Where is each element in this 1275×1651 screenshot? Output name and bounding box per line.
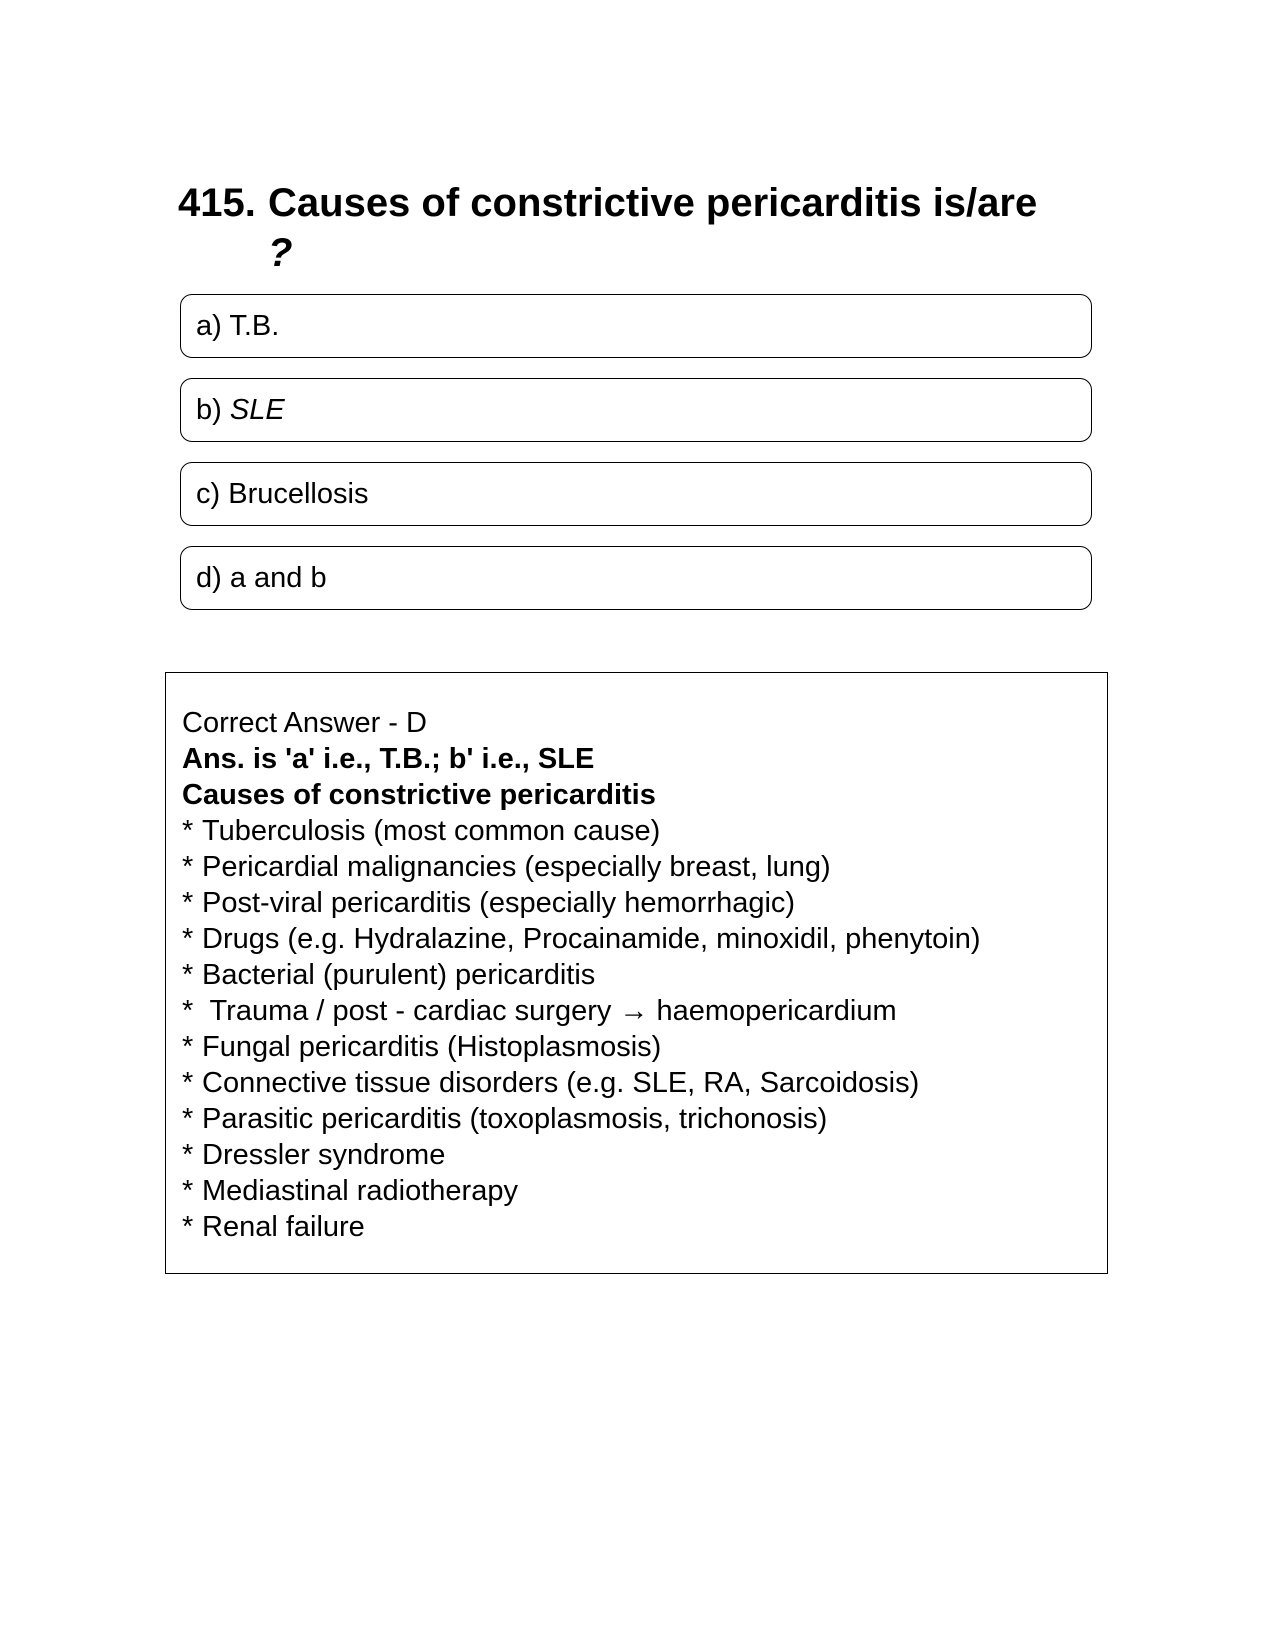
option-a[interactable] (180, 294, 1092, 358)
cause-list-item (182, 957, 1107, 993)
causes-heading: Causes of constrictive pericarditis (182, 779, 656, 811)
cause-list-item-text: Renal failure (202, 1211, 365, 1243)
option-d[interactable] (180, 546, 1092, 610)
bullet-marker: * (182, 851, 194, 883)
cause-list-item-text: Post-viral pericarditis (especially hemorrhagic) (202, 887, 796, 919)
option-d-text: a and b (229, 562, 327, 594)
cause-list-item (182, 813, 1107, 849)
bullet-marker: * (182, 1175, 194, 1207)
cause-list-item-text: Connective tissue disorders (e.g. SLE, RA, Sarcoidosis) (202, 1067, 920, 1099)
answer-explanation-box (165, 672, 1108, 1274)
cause-list-item-text: Trauma / post - cardiac surgery → haemopericardium (202, 995, 897, 1027)
option-d-prefix: d) (196, 562, 222, 594)
option-c-prefix: c) (196, 478, 221, 510)
cause-list-item-text: Mediastinal radiotherapy (202, 1175, 518, 1207)
cause-list-item (182, 993, 1107, 1029)
cause-list-item (182, 849, 1107, 885)
cause-list-item-text: Fungal pericarditis (Histoplasmosis) (202, 1031, 662, 1063)
bullet-marker: * (182, 887, 194, 919)
cause-list-item (182, 1209, 1107, 1245)
option-b-text: SLE (229, 394, 285, 426)
bullet-marker: * (182, 1103, 194, 1135)
correct-answer: Correct Answer - D (182, 707, 427, 739)
cause-list-item (182, 1137, 1107, 1173)
question-number: 415. (178, 181, 256, 225)
causes-list (182, 813, 1107, 1245)
cause-list-item (182, 885, 1107, 921)
cause-list-item (182, 1101, 1107, 1137)
bullet-marker: * (182, 995, 194, 1027)
option-b[interactable] (180, 378, 1092, 442)
cause-list-item (182, 1029, 1107, 1065)
cause-list-item-text: Tuberculosis (most common cause) (202, 815, 661, 847)
cause-list-item (182, 921, 1107, 957)
question-mark: ? (268, 231, 293, 275)
bullet-marker: * (182, 959, 194, 991)
bullet-marker: * (182, 1031, 194, 1063)
bullet-marker: * (182, 923, 194, 955)
bullet-marker: * (182, 1067, 194, 1099)
cause-list-item-text: Pericardial malignancies (especially breast, lung) (202, 851, 831, 883)
cause-list-item-text: Drugs (e.g. Hydralazine, Procainamide, minoxidil, phenytoin) (202, 923, 981, 955)
answer-summary: Ans. is 'a' i.e., T.B.; b' i.e., SLE (182, 743, 595, 775)
cause-list-item-text: Parasitic pericarditis (toxoplasmosis, trichonosis) (202, 1103, 828, 1135)
cause-list-item-text: Dressler syndrome (202, 1139, 446, 1171)
question-text: Causes of constrictive pericarditis is/are (268, 181, 1038, 225)
option-a-text: T.B. (229, 310, 280, 342)
cause-list-item (182, 1065, 1107, 1101)
bullet-marker: * (182, 1211, 194, 1243)
option-c-text: Brucellosis (228, 478, 369, 510)
bullet-marker: * (182, 1139, 194, 1171)
option-c[interactable] (180, 462, 1092, 526)
bullet-marker: * (182, 815, 194, 847)
cause-list-item-text: Bacterial (purulent) pericarditis (202, 959, 596, 991)
cause-list-item (182, 1173, 1107, 1209)
option-a-prefix: a) (196, 310, 222, 342)
option-b-prefix: b) (196, 394, 222, 426)
